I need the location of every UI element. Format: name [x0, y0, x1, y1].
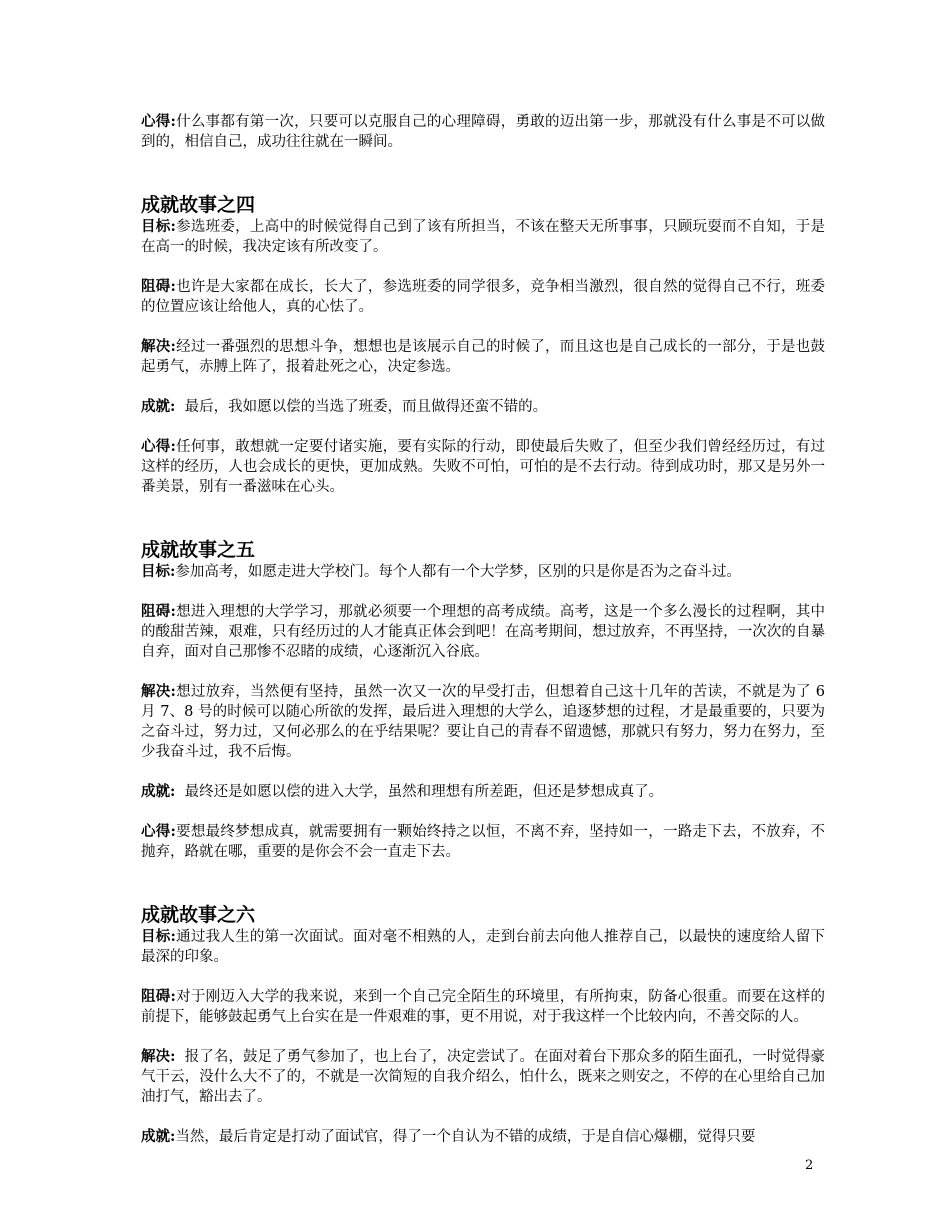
section-label: 解决: [141, 1048, 176, 1065]
story-five [141, 538, 825, 862]
section-label: 成就: [141, 1128, 176, 1145]
section-text: 参选班委，上高中的时候觉得自己到了该有所担当，不该在整天无所事事，只顾玩耍而不自知，于是在高一的时候，我决定该有所改变了。 [141, 219, 826, 255]
section-text: 什么事都有第一次，只要可以克服自己的心理障碍，勇敢的迈出第一步，那就没有什么事是不可以做到的，相信自己，成功往往就在一瞬间。 [141, 114, 826, 150]
section-text: 当然，最后肯定是打动了面试官，得了一个自认为不错的成绩，于是自信心爆棚，觉得只要 [175, 1129, 756, 1145]
section-text: 想过放弃，当然便有坚持，虽然一次又一次的早受打击，但想着自己这十几年的苦读，不就是为了 6 月 7、8 号的时候可以随心所欲的发挥，最后进入理想的大学么，追逐梦想的过程，才是最重要的，只要为之奋斗过，努力过，又何必那么的在乎结果呢？要让自己的青春不留遗憾，那就只有努力，努力在努力，至少我奋斗过，我不后悔。 [141, 684, 825, 760]
story-title: 成就故事之六 [141, 904, 256, 926]
section-label: 解决: [141, 683, 176, 700]
solution-paragraph [141, 337, 825, 377]
section-label: 阻碍: [141, 278, 176, 295]
obstacle-paragraph [141, 987, 825, 1027]
story-four [141, 193, 825, 497]
achievement-paragraph [141, 782, 825, 802]
achievement-paragraph [141, 397, 825, 417]
section-label: 心得: [141, 438, 176, 455]
section-text: 经过一番强烈的思想斗争，想想也是该展示自己的时候了，而且这也是自己成长的一部分，于是也鼓起勇气，赤膊上阵了，报着赴死之心，决定参选。 [141, 339, 826, 375]
section-label: 阻碍: [141, 603, 176, 620]
obstacle-paragraph [141, 602, 825, 662]
section-label: 阻碍: [141, 988, 176, 1005]
section-text: 报了名，鼓足了勇气参加了，也上台了，决定尝试了。在面对着台下那众多的陌生面孔，一时觉得豪气干云，没什么大不了的，不就是一次简短的自我介绍么，怕什么，既来之则安之，不停的在心里给自己加油打气，豁出去了。 [141, 1049, 826, 1105]
story-six [141, 903, 825, 1147]
section-label: 目标: [141, 563, 176, 580]
section-label: 心得: [141, 113, 176, 130]
reflection-paragraph [141, 437, 825, 497]
section-text: 任何事，敢想就一定要付诸实施，要有实际的行动，即使最后失败了，但至少我们曾经经历过，有过这样的经历，人也会成长的更快，更加成熟。失败不可怕，可怕的是不去行动。待到成功时，那又是另外一番美景，别有一番滋味在心头。 [141, 439, 826, 495]
page-content [141, 112, 825, 1167]
solution-paragraph [141, 682, 825, 762]
section-label: 目标: [141, 218, 176, 235]
section-text: 要想最终梦想成真，就需要拥有一颗始终持之以恒，不离不弃，坚持如一，一路走下去，不放弃，不抛弃，路就在哪，重要的是你会不会一直走下去。 [141, 824, 826, 860]
section-label: 目标: [141, 928, 176, 945]
goal-paragraph [141, 217, 825, 257]
story-title: 成就故事之五 [141, 539, 256, 561]
section-label: 成就: [141, 398, 176, 415]
intro-paragraph [141, 112, 825, 152]
section-label: 心得: [141, 823, 176, 840]
section-text: 最后，我如愿以偿的当选了班委，而且做得还蛮不错的。 [175, 399, 548, 415]
section-text: 最终还是如愿以偿的进入大学，虽然和理想有所差距，但还是梦想成真了。 [175, 784, 664, 800]
section-text: 想进入理想的大学学习，那就必须要一个理想的高考成绩。高考，这是一个多么漫长的过程啊，其中的酸甜苦辣，艰难，只有经历过的人才能真正体会到吧！在高考期间，想过放弃，不再坚持，一次次的自暴自弃，面对自己那惨不忍睹的成绩，心逐渐沉入谷底。 [141, 604, 826, 660]
achievement-paragraph [141, 1127, 825, 1147]
solution-paragraph [141, 1047, 825, 1107]
section-text: 通过我人生的第一次面试。面对毫不相熟的人，走到台前去向他人推荐自己，以最快的速度给人留下最深的印象。 [141, 929, 826, 965]
section-text: 也许是大家都在成长，长大了，参选班委的同学很多，竞争相当激烈，很自然的觉得自己不行，班委的位置应该让给他人，真的心怯了。 [141, 279, 826, 315]
section-label: 成就: [141, 783, 176, 800]
obstacle-paragraph [141, 277, 825, 317]
section-text: 对于刚迈入大学的我来说，来到一个自己完全陌生的环境里，有所拘束，防备心很重。而要在这样的前提下，能够鼓起勇气上台实在是一件艰难的事，更不用说，对于我这样一个比较内向，不善交际的人。 [141, 989, 826, 1025]
section-text: 参加高考，如愿走进大学校门。每个人都有一个大学梦，区别的只是你是否为之奋斗过。 [175, 564, 741, 580]
story-title: 成就故事之四 [141, 194, 256, 216]
goal-paragraph [141, 562, 825, 582]
page-number: 2 [805, 1158, 814, 1173]
goal-paragraph [141, 927, 825, 967]
reflection-paragraph [141, 822, 825, 862]
section-label: 解决: [141, 338, 176, 355]
